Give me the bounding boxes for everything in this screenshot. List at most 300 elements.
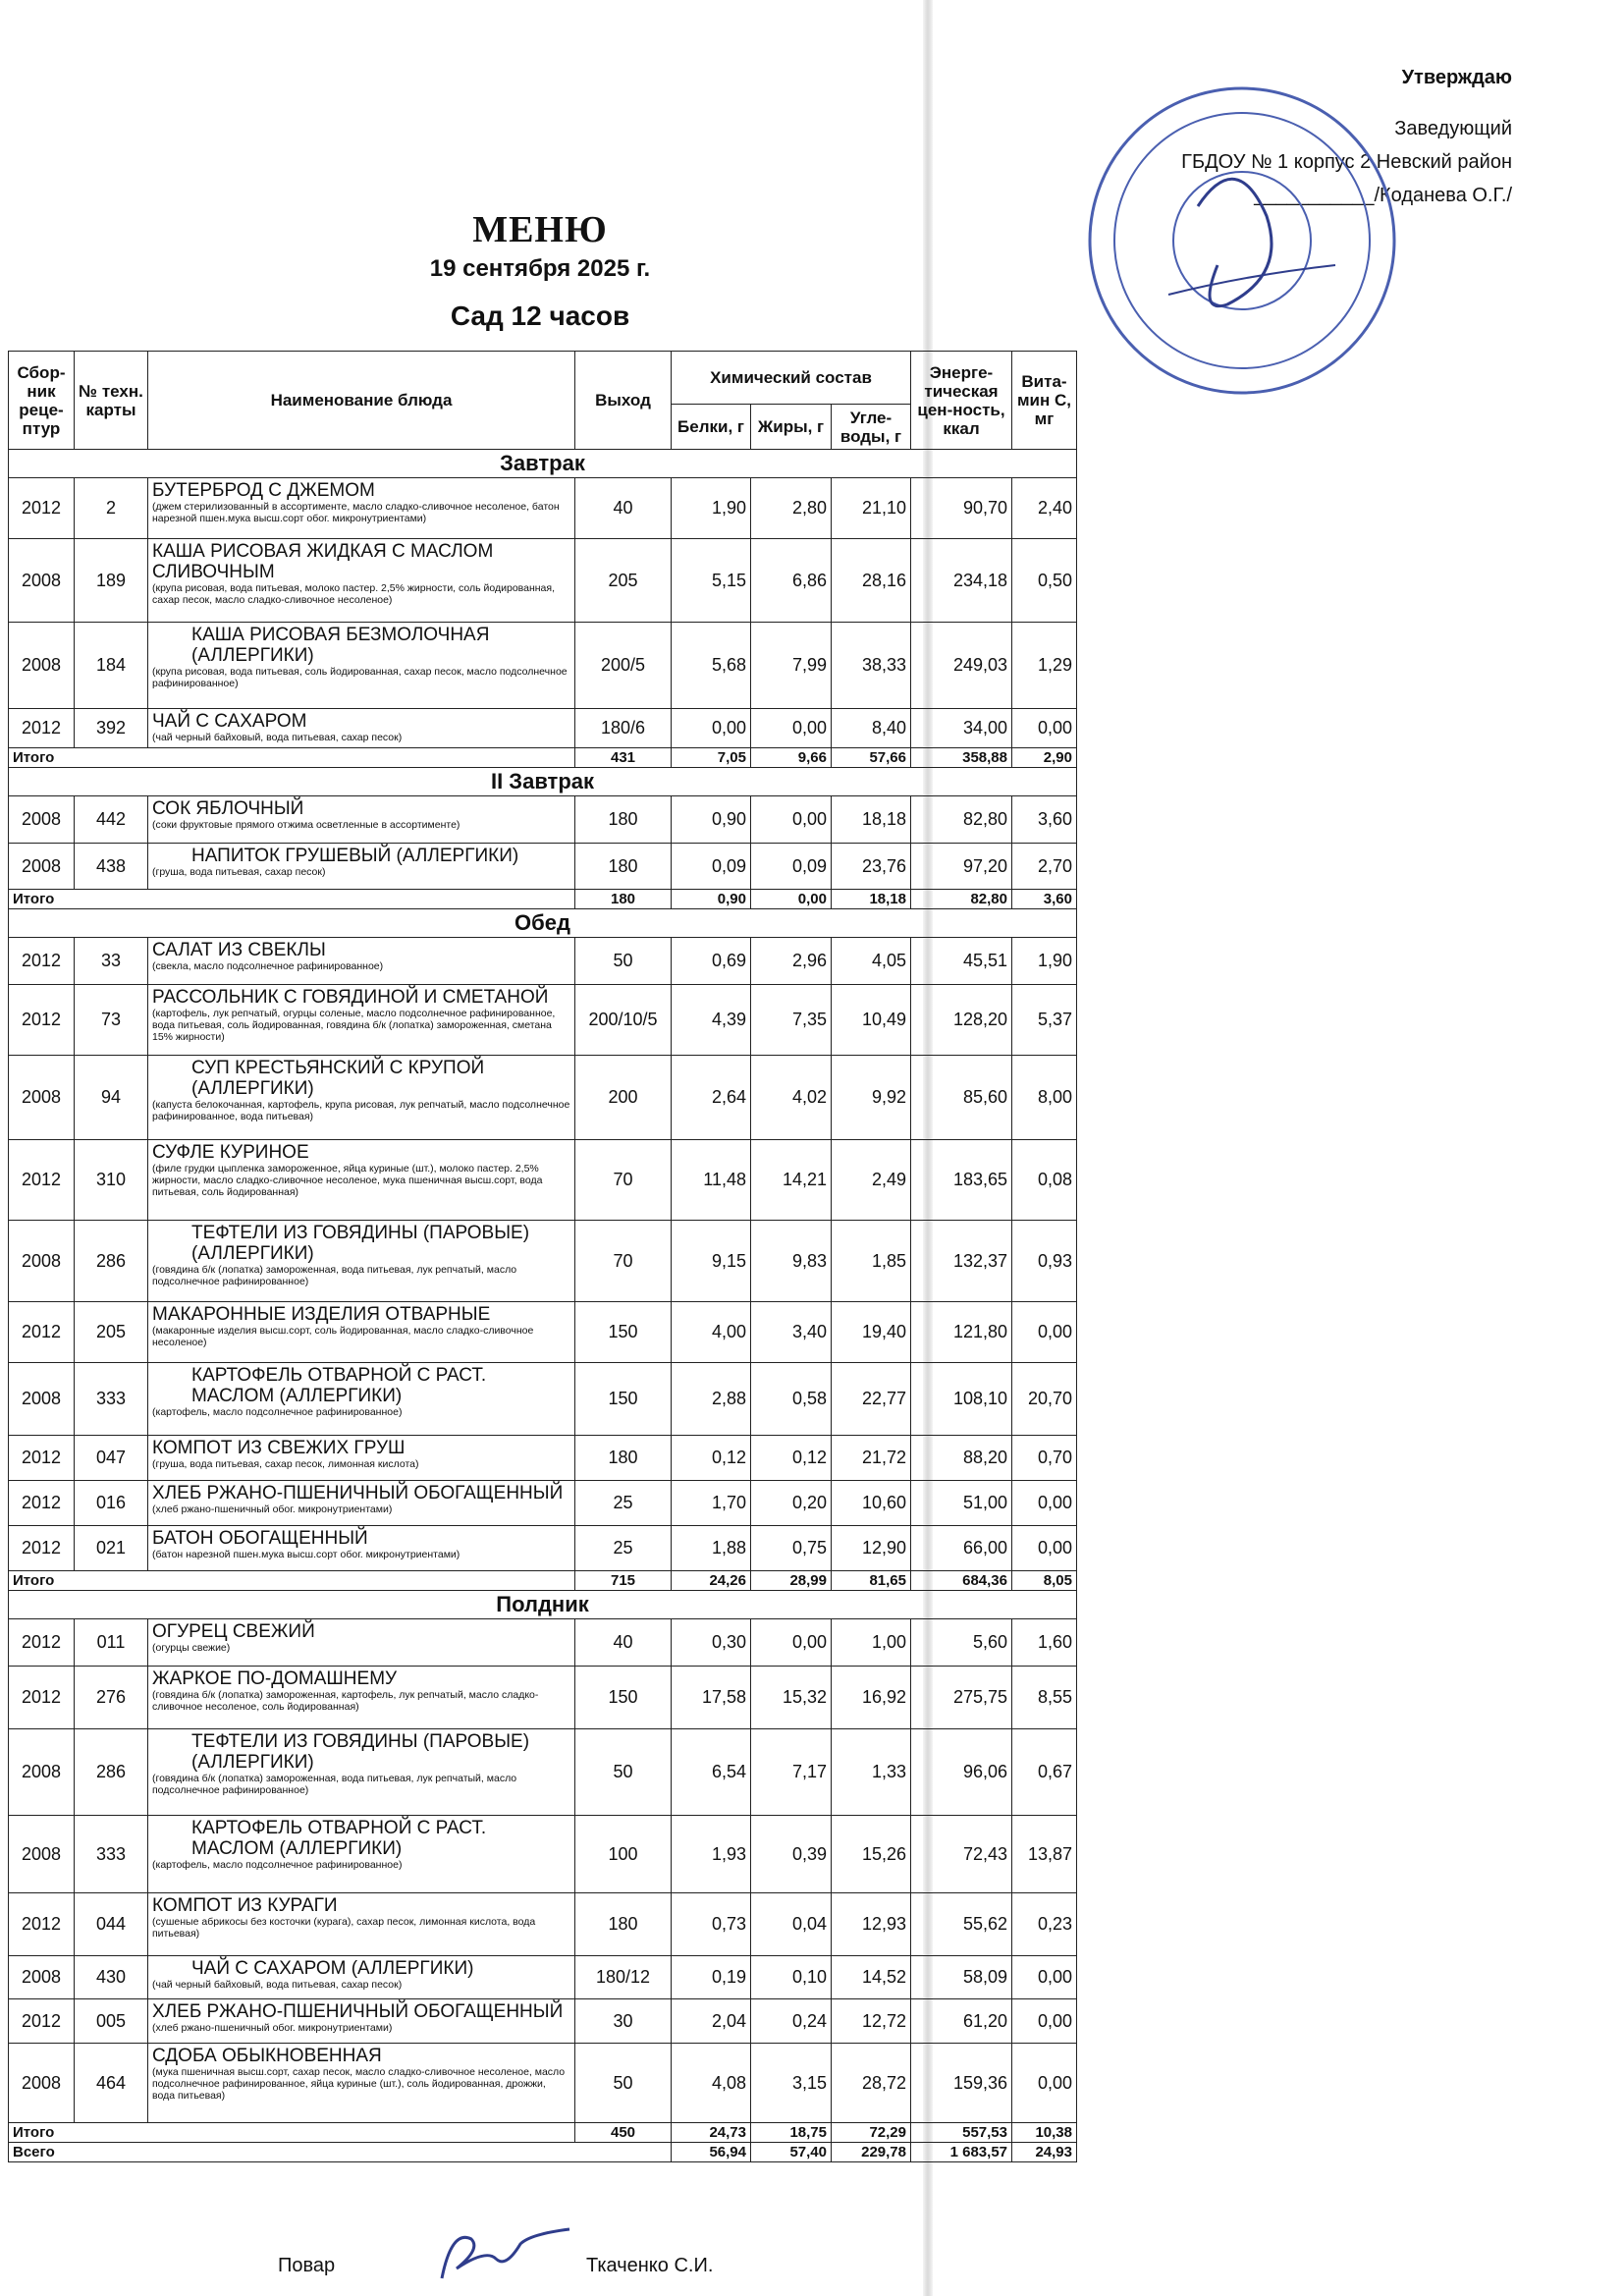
dish-protein: 5,68 [672,623,751,709]
dish-cell [148,1619,575,1667]
dish-vitc: 13,87 [1012,1816,1077,1893]
dish-row [9,1221,1077,1302]
dish-name: ТЕФТЕЛИ ИЗ ГОВЯДИНЫ (ПАРОВЫЕ) (АЛЛЕРГИКИ) [191,1223,530,1264]
total-carb: 81,65 [832,1571,911,1591]
total-protein: 24,26 [672,1571,751,1591]
dish-collection: 2012 [9,1667,75,1729]
dish-name: ЧАЙ С САХАРОМ [152,711,307,732]
dish-vitc: 8,55 [1012,1667,1077,1729]
dish-row [9,796,1077,844]
dish-energy: 275,75 [911,1667,1012,1729]
total-yield: 180 [575,890,672,909]
dish-name: ТЕФТЕЛИ ИЗ ГОВЯДИНЫ (ПАРОВЫЕ) (АЛЛЕРГИКИ) [191,1731,530,1773]
dish-carb: 16,92 [832,1667,911,1729]
dish-collection: 2008 [9,796,75,844]
dish-collection: 2008 [9,1729,75,1816]
dish-cell [148,1140,575,1221]
dish-card: 430 [75,1956,148,1999]
total-vitc: 10,38 [1012,2123,1077,2143]
total-fat: 9,66 [751,748,832,768]
dish-ingredients: (сушеные абрикосы без косточки (курага), сахар песок, лимонная кислота, вода питьевая) [152,1916,536,1940]
dish-cell [148,709,575,748]
dish-carb: 10,49 [832,985,911,1056]
dish-cell [148,1302,575,1363]
dish-carb: 21,72 [832,1436,911,1481]
dish-protein: 1,88 [672,1526,751,1571]
dish-ingredients: (хлеб ржано-пшеничный обог. микронутриентами) [152,1503,393,1515]
dish-name: КОМПОТ ИЗ КУРАГИ [152,1895,338,1916]
dish-fat: 7,99 [751,623,832,709]
dish-yield: 40 [575,478,672,539]
dish-fat: 0,39 [751,1816,832,1893]
dish-protein: 4,08 [672,2044,751,2123]
dish-cell [148,1816,575,1893]
dish-energy: 82,80 [911,796,1012,844]
col-chem: Химический состав [672,352,911,405]
dish-vitc: 3,60 [1012,796,1077,844]
dish-vitc: 0,00 [1012,1526,1077,1571]
dish-name: БУТЕРБРОД С ДЖЕМОМ [152,480,375,501]
dish-cell [148,985,575,1056]
dish-protein: 2,88 [672,1363,751,1436]
dish-yield: 150 [575,1667,672,1729]
dish-protein: 0,19 [672,1956,751,1999]
dish-cell [148,1363,575,1436]
dish-collection: 2012 [9,709,75,748]
total-fat: 28,99 [751,1571,832,1591]
dish-card: 33 [75,938,148,985]
dish-name: МАКАРОННЫЕ ИЗДЕЛИЯ ОТВАРНЫЕ [152,1304,491,1325]
cook-name: Ткаченко С.И. [586,2255,714,2276]
dish-name: ОГУРЕЦ СВЕЖИЙ [152,1621,315,1642]
dish-cell [148,623,575,709]
dish-vitc: 8,00 [1012,1056,1077,1140]
dish-row [9,1956,1077,1999]
dish-fat: 7,35 [751,985,832,1056]
col-fat: Жиры, г [751,405,832,450]
dish-card: 442 [75,796,148,844]
dish-collection: 2012 [9,1999,75,2044]
dish-energy: 128,20 [911,985,1012,1056]
dish-row [9,478,1077,539]
dish-fat: 0,04 [751,1893,832,1956]
dish-yield: 70 [575,1221,672,1302]
col-collection: Сбор-ник реце-птур [9,352,75,450]
dish-vitc: 1,60 [1012,1619,1077,1667]
dish-energy: 72,43 [911,1816,1012,1893]
dish-fat: 14,21 [751,1140,832,1221]
total-yield: 450 [575,2123,672,2143]
dish-yield: 200 [575,1056,672,1140]
grand-total-fat: 57,40 [751,2143,832,2162]
dish-card: 310 [75,1140,148,1221]
dish-ingredients: (говядина б/к (лопатка) замороженная, картофель, лук репчатый, масло сладко-сливочное несоленое, соль йодированная) [152,1689,539,1713]
dish-row [9,1481,1077,1526]
dish-card: 184 [75,623,148,709]
dish-vitc: 0,67 [1012,1729,1077,1816]
dish-carb: 10,60 [832,1481,911,1526]
dish-card: 392 [75,709,148,748]
dish-energy: 85,60 [911,1056,1012,1140]
dish-collection: 2008 [9,539,75,623]
dish-cell [148,1526,575,1571]
total-yield: 431 [575,748,672,768]
dish-ingredients: (мука пшеничная высш.сорт, сахар песок, масло сладко-сливочное несоленое, масло подсолнечное рафинированное, яйца куриные (шт.), соль йодированная, дрожжи, вода питьевая) [152,2066,566,2102]
dish-card: 189 [75,539,148,623]
approval-title: Утверждаю [1401,67,1512,88]
dish-fat: 0,00 [751,1619,832,1667]
dish-carb: 14,52 [832,1956,911,1999]
col-carb: Угле-воды, г [832,405,911,450]
dish-ingredients: (груша, вода питьевая, сахар песок) [152,866,326,878]
dish-fat: 9,83 [751,1221,832,1302]
dish-protein: 11,48 [672,1140,751,1221]
dish-ingredients: (джем стерилизованный в ассортименте, масло сладко-сливочное несоленое, батон нарезной пшен.мука высш.сорт обог. микронутриентами) [152,501,560,524]
dish-name: РАССОЛЬНИК С ГОВЯДИНОЙ И СМЕТАНОЙ [152,987,549,1008]
dish-name: НАПИТОК ГРУШЕВЫЙ (АЛЛЕРГИКИ) [191,846,519,866]
dish-ingredients: (крупа рисовая, вода питьевая, молоко пастер. 2,5% жирности, соль йодированная, сахар песок, масло сладко-сливочное несоленое) [152,582,555,606]
dish-vitc: 0,00 [1012,1481,1077,1526]
col-name: Наименование блюда [148,352,575,450]
dish-protein: 5,15 [672,539,751,623]
dish-fat: 3,40 [751,1302,832,1363]
dish-row [9,623,1077,709]
dish-energy: 97,20 [911,844,1012,890]
dish-energy: 96,06 [911,1729,1012,1816]
dish-cell [148,2044,575,2123]
dish-vitc: 0,00 [1012,2044,1077,2123]
dish-cell [148,844,575,890]
dish-ingredients: (крупа рисовая, вода питьевая, соль йодированная, сахар песок, масло подсолнечное рафинированное) [152,666,568,689]
dish-yield: 150 [575,1363,672,1436]
dish-fat: 0,00 [751,709,832,748]
dish-energy: 234,18 [911,539,1012,623]
dish-ingredients: (груша, вода питьевая, сахар песок, лимонная кислота) [152,1458,419,1470]
dish-name: СУП КРЕСТЬЯНСКИЙ С КРУПОЙ (АЛЛЕРГИКИ) [191,1058,485,1099]
dish-ingredients: (чай черный байховый, вода питьевая, сахар песок) [152,732,403,743]
dish-energy: 132,37 [911,1221,1012,1302]
dish-name: СУФЛЕ КУРИНОЕ [152,1142,309,1163]
total-vitc: 3,60 [1012,890,1077,909]
dish-fat: 0,58 [751,1363,832,1436]
total-energy: 557,53 [911,2123,1012,2143]
dish-row [9,1056,1077,1140]
dish-collection: 2008 [9,1363,75,1436]
dish-collection: 2012 [9,938,75,985]
official-stamp [1080,79,1404,403]
dish-vitc: 5,37 [1012,985,1077,1056]
dish-name: КАРТОФЕЛЬ ОТВАРНОЙ С РАСТ. МАСЛОМ (АЛЛЕРГИКИ) [191,1818,487,1859]
total-vitc: 2,90 [1012,748,1077,768]
section-row [9,909,1077,938]
dish-name: ЧАЙ С САХАРОМ (АЛЛЕРГИКИ) [191,1958,474,1979]
dish-yield: 150 [575,1302,672,1363]
dish-protein: 0,00 [672,709,751,748]
dish-collection: 2008 [9,1816,75,1893]
dish-collection: 2008 [9,623,75,709]
dish-cell [148,938,575,985]
dish-ingredients: (картофель, лук репчатый, огурцы соленые, масло подсолнечное рафинированное, вода питьевая, соль йодированная, говядина б/к (лопатка) замороженная, сметана 15% жирности) [152,1008,556,1043]
menu-date: 19 сентября 2025 г. [429,255,651,282]
dish-carb: 1,85 [832,1221,911,1302]
dish-protein: 4,00 [672,1302,751,1363]
dish-collection: 2012 [9,1481,75,1526]
dish-yield: 200/10/5 [575,985,672,1056]
dish-carb: 8,40 [832,709,911,748]
total-label: Итого [9,2123,575,2143]
dish-collection: 2012 [9,985,75,1056]
dish-ingredients: (хлеб ржано-пшеничный обог. микронутриентами) [152,2022,393,2034]
dish-row [9,1893,1077,1956]
dish-collection: 2008 [9,2044,75,2123]
dish-yield: 50 [575,2044,672,2123]
menu-subtitle: Сад 12 часов [450,301,630,331]
dish-protein: 0,30 [672,1619,751,1667]
dish-name: САЛАТ ИЗ СВЕКЛЫ [152,940,326,960]
dish-carb: 1,00 [832,1619,911,1667]
total-fat: 0,00 [751,890,832,909]
dish-name: СДОБА ОБЫКНОВЕННАЯ [152,2046,382,2066]
dish-name: КОМПОТ ИЗ СВЕЖИХ ГРУШ [152,1438,406,1458]
dish-ingredients: (говядина б/к (лопатка) замороженная, вода питьевая, лук репчатый, масло подсолнечное рафинированное) [152,1264,517,1287]
dish-row [9,1436,1077,1481]
total-label: Итого [9,1571,575,1591]
dish-row [9,844,1077,890]
dish-card: 73 [75,985,148,1056]
dish-vitc: 0,23 [1012,1893,1077,1956]
total-energy: 358,88 [911,748,1012,768]
dish-carb: 18,18 [832,796,911,844]
dish-vitc: 0,00 [1012,709,1077,748]
dish-vitc: 0,50 [1012,539,1077,623]
dish-fat: 0,24 [751,1999,832,2044]
grand-total-vitc: 24,93 [1012,2143,1077,2162]
total-label: Итого [9,890,575,909]
dish-energy: 61,20 [911,1999,1012,2044]
dish-energy: 58,09 [911,1956,1012,1999]
dish-card: 047 [75,1436,148,1481]
dish-vitc: 2,70 [1012,844,1077,890]
dish-vitc: 2,40 [1012,478,1077,539]
dish-row [9,2044,1077,2123]
dish-collection: 2012 [9,1526,75,1571]
dish-vitc: 0,08 [1012,1140,1077,1221]
dish-card: 016 [75,1481,148,1526]
dish-collection: 2012 [9,1436,75,1481]
cook-role: Повар [278,2255,336,2276]
dish-yield: 100 [575,1816,672,1893]
dish-name: ХЛЕБ РЖАНО-ПШЕНИЧНЫЙ ОБОГАЩЕННЫЙ [152,2001,564,2022]
dish-vitc: 1,90 [1012,938,1077,985]
dish-name: КАША РИСОВАЯ БЕЗМОЛОЧНАЯ (АЛЛЕРГИКИ) [191,625,490,666]
total-row [9,2123,1077,2143]
dish-card: 276 [75,1667,148,1729]
dish-collection: 2012 [9,1302,75,1363]
dish-yield: 205 [575,539,672,623]
dish-row [9,709,1077,748]
dish-yield: 25 [575,1481,672,1526]
dish-collection: 2012 [9,1140,75,1221]
dish-carb: 21,10 [832,478,911,539]
dish-protein: 4,39 [672,985,751,1056]
dish-ingredients: (свекла, масло подсолнечное рафинированное) [152,960,384,972]
dish-energy: 90,70 [911,478,1012,539]
dish-yield: 180 [575,1893,672,1956]
dish-protein: 0,09 [672,844,751,890]
dish-yield: 70 [575,1140,672,1221]
dish-cell [148,796,575,844]
dish-collection: 2012 [9,1619,75,1667]
dish-row [9,1302,1077,1363]
dish-card: 2 [75,478,148,539]
dish-carb: 9,92 [832,1056,911,1140]
dish-carb: 15,26 [832,1816,911,1893]
dish-cell [148,1481,575,1526]
dish-energy: 183,65 [911,1140,1012,1221]
dish-fat: 0,00 [751,796,832,844]
dish-ingredients: (макаронные изделия высш.сорт, соль йодированная, масло сладко-сливочное несоленое) [152,1325,534,1348]
dish-cell [148,1893,575,1956]
dish-carb: 28,16 [832,539,911,623]
dish-carb: 12,93 [832,1893,911,1956]
dish-yield: 200/5 [575,623,672,709]
dish-protein: 1,93 [672,1816,751,1893]
total-energy: 82,80 [911,890,1012,909]
dish-protein: 0,69 [672,938,751,985]
menu-table-body [9,450,1077,2162]
dish-fat: 0,12 [751,1436,832,1481]
dish-yield: 25 [575,1526,672,1571]
col-yield: Выход [575,352,672,450]
dish-card: 205 [75,1302,148,1363]
dish-card: 333 [75,1816,148,1893]
dish-name: КАША РИСОВАЯ ЖИДКАЯ С МАСЛОМ СЛИВОЧНЫМ [152,541,494,582]
dish-name: БАТОН ОБОГАЩЕННЫЙ [152,1528,368,1549]
dish-ingredients: (капуста белокочанная, картофель, крупа рисовая, лук репчатый, масло подсолнечное рафинированное, вода питьевая) [152,1099,570,1122]
dish-vitc: 0,70 [1012,1436,1077,1481]
dish-collection: 2008 [9,1056,75,1140]
dish-cell [148,1056,575,1140]
dish-card: 005 [75,1999,148,2044]
dish-card: 286 [75,1221,148,1302]
total-fat: 18,75 [751,2123,832,2143]
dish-vitc: 1,29 [1012,623,1077,709]
dish-collection: 2008 [9,1956,75,1999]
dish-fat: 0,20 [751,1481,832,1526]
total-label: Итого [9,748,575,768]
dish-carb: 12,90 [832,1526,911,1571]
dish-energy: 55,62 [911,1893,1012,1956]
dish-energy: 159,36 [911,2044,1012,2123]
grand-total-carb: 229,78 [832,2143,911,2162]
dish-card: 333 [75,1363,148,1436]
dish-cell [148,478,575,539]
dish-protein: 6,54 [672,1729,751,1816]
dish-energy: 121,80 [911,1302,1012,1363]
dish-name: ХЛЕБ РЖАНО-ПШЕНИЧНЫЙ ОБОГАЩЕННЫЙ [152,1483,564,1503]
dish-yield: 50 [575,938,672,985]
dish-protein: 0,90 [672,796,751,844]
dish-cell [148,1729,575,1816]
dish-fat: 2,96 [751,938,832,985]
dish-fat: 0,75 [751,1526,832,1571]
dish-yield: 40 [575,1619,672,1667]
dish-protein: 9,15 [672,1221,751,1302]
total-protein: 0,90 [672,890,751,909]
dish-cell [148,539,575,623]
dish-energy: 88,20 [911,1436,1012,1481]
dish-card: 011 [75,1619,148,1667]
dish-fat: 0,09 [751,844,832,890]
total-carb: 57,66 [832,748,911,768]
dish-card: 94 [75,1056,148,1140]
dish-fat: 3,15 [751,2044,832,2123]
dish-fat: 7,17 [751,1729,832,1816]
dish-row [9,1363,1077,1436]
dish-fat: 0,10 [751,1956,832,1999]
dish-energy: 5,60 [911,1619,1012,1667]
dish-carb: 12,72 [832,1999,911,2044]
total-row [9,890,1077,909]
total-energy: 684,36 [911,1571,1012,1591]
dish-fat: 15,32 [751,1667,832,1729]
dish-row [9,938,1077,985]
dish-ingredients: (батон нарезной пшен.мука высш.сорт обог. микронутриентами) [152,1549,460,1560]
dish-name: КАРТОФЕЛЬ ОТВАРНОЙ С РАСТ. МАСЛОМ (АЛЛЕРГИКИ) [191,1365,487,1406]
total-protein: 7,05 [672,748,751,768]
dish-collection: 2012 [9,478,75,539]
dish-fat: 2,80 [751,478,832,539]
grand-total-label: Всего [9,2143,672,2162]
grand-total-row [9,2143,1077,2162]
dish-row [9,539,1077,623]
dish-row [9,1619,1077,1667]
dish-yield: 30 [575,1999,672,2044]
approval-organization: ГБДОУ № 1 корпус 2 Невский район [1181,151,1512,173]
dish-card: 021 [75,1526,148,1571]
total-carb: 72,29 [832,2123,911,2143]
grand-total-protein: 56,94 [672,2143,751,2162]
col-protein: Белки, г [672,405,751,450]
dish-carb: 19,40 [832,1302,911,1363]
dish-cell [148,1667,575,1729]
dish-yield: 180/12 [575,1956,672,1999]
section-title: Обед [9,909,1077,938]
dish-protein: 2,04 [672,1999,751,2044]
section-row [9,450,1077,478]
menu-title: МЕНЮ [472,209,608,250]
col-card: № техн. карты [75,352,148,450]
dish-carb: 2,49 [832,1140,911,1221]
dish-collection: 2008 [9,1221,75,1302]
menu-table [8,351,1077,2162]
section-row [9,768,1077,796]
dish-protein: 0,12 [672,1436,751,1481]
dish-energy: 34,00 [911,709,1012,748]
dish-vitc: 0,00 [1012,1999,1077,2044]
dish-ingredients: (филе грудки цыпленка замороженное, яйца куриные (шт.), молоко пастер. 2,5% жирности, масло сладко-сливочное несоленое, мука пшеничная высш.сорт, вода питьевая, соль йодированная) [152,1163,543,1198]
dish-row [9,985,1077,1056]
dish-fat: 4,02 [751,1056,832,1140]
dish-ingredients: (чай черный байховый, вода питьевая, сахар песок) [152,1979,403,1991]
dish-energy: 108,10 [911,1363,1012,1436]
dish-row [9,1667,1077,1729]
cook-signature [432,2219,579,2288]
dish-protein: 0,73 [672,1893,751,1956]
total-carb: 18,18 [832,890,911,909]
dish-ingredients: (картофель, масло подсолнечное рафинированное) [152,1859,403,1871]
col-energy: Энерге-тическая цен-ность, ккал [911,352,1012,450]
